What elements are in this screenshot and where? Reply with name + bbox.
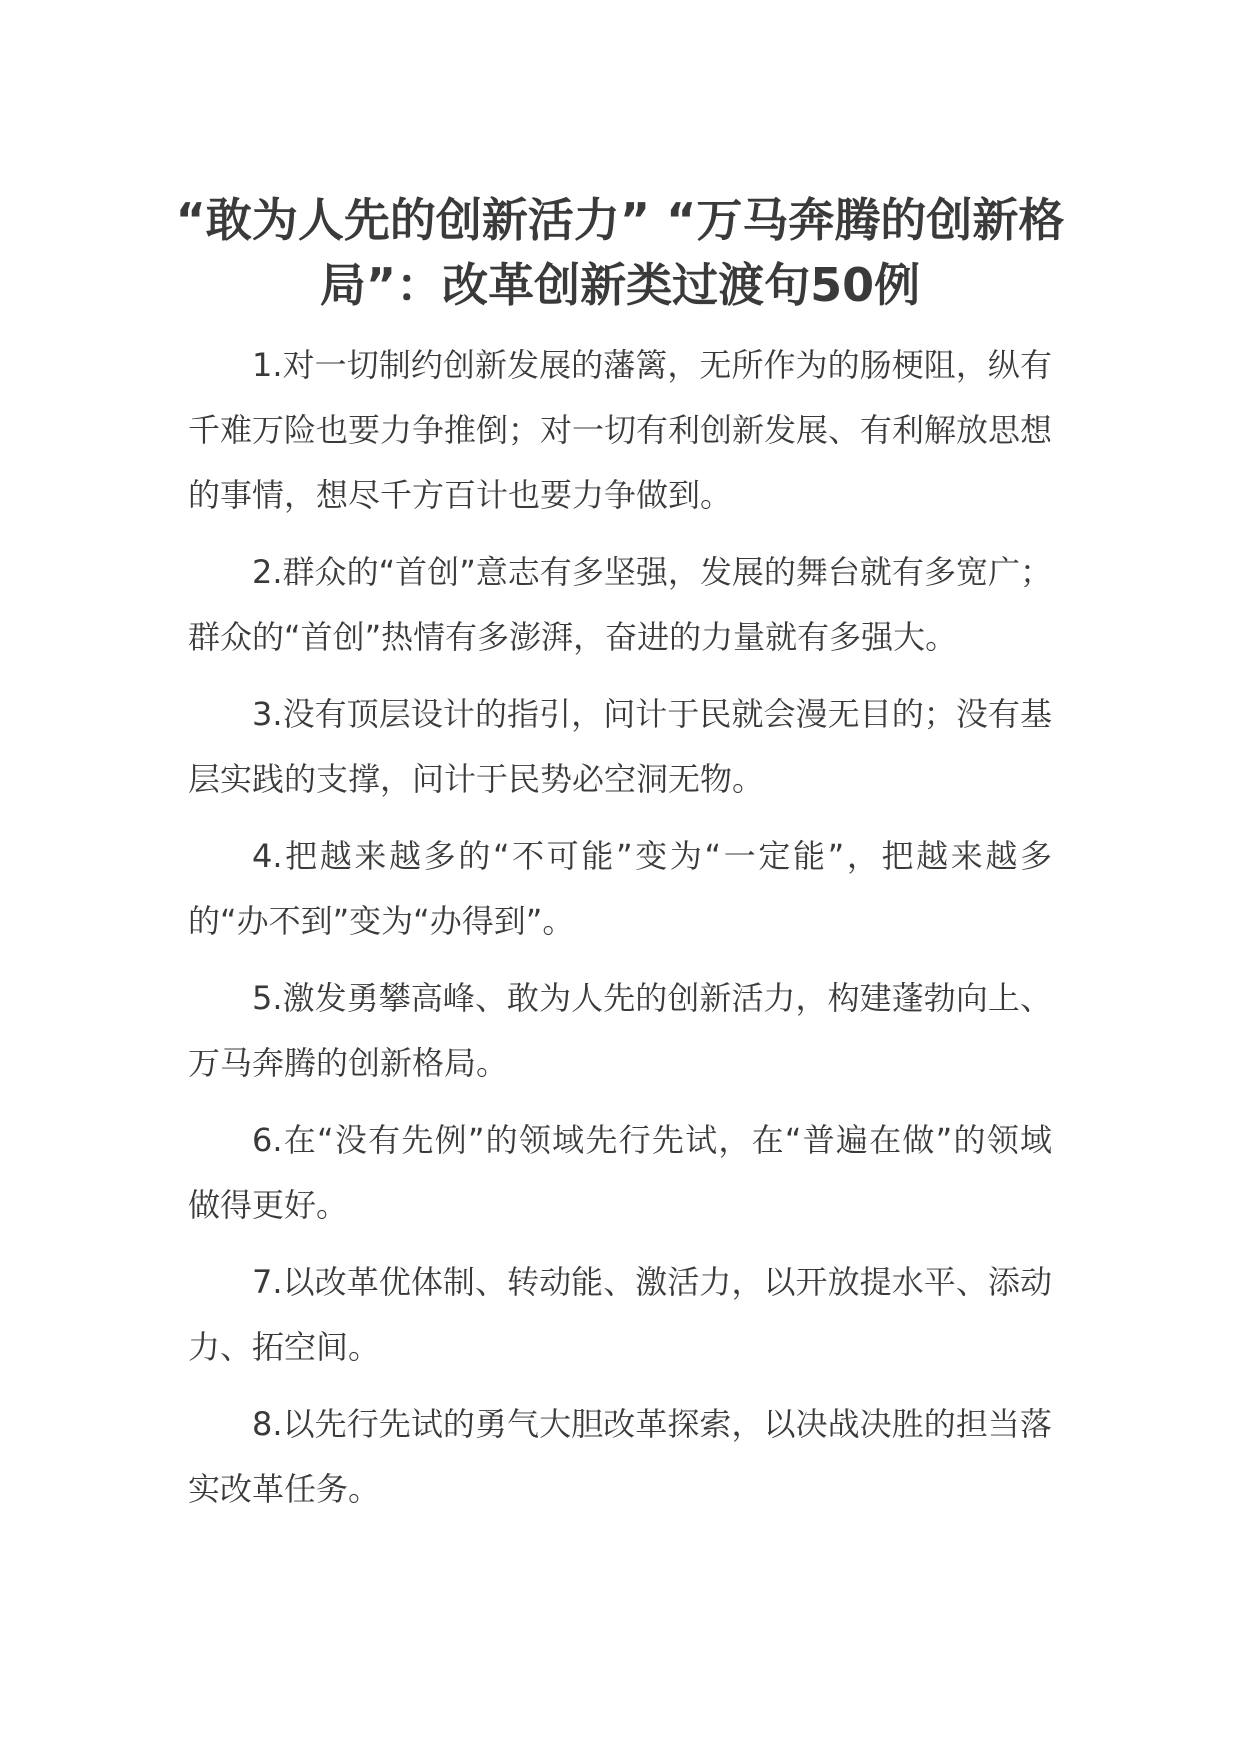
paragraph-7: 7.以改革优体制、转动能、激活力，以开放提水平、添动力、拓空间。: [188, 1263, 1052, 1366]
document-body: [188, 333, 1052, 1534]
paragraph-1: 1.对一切制约创新发展的藩篱，无所作为的肠梗阻，纵有千难万险也要力争推倒；对一切有利创新发展、有利解放思想的事情，想尽千方百计也要力争做到。: [188, 346, 1053, 514]
paragraph-8: 8.以先行先试的勇气大胆改革探索，以决战决胜的担当落实改革任务。: [188, 1405, 1052, 1508]
paragraph-3: 3.没有顶层设计的指引，问计于民就会漫无目的；没有基层实践的支撑，问计于民势必空洞无物。: [188, 695, 1052, 798]
paragraph-2: 2.群众的“首创”意志有多坚强，发展的舞台就有多宽广；群众的“首创”热情有多澎湃，奋进的力量就有多强大。: [188, 553, 1052, 656]
paragraph-5: 5.激发勇攀高峰、敢为人先的创新活力，构建蓬勃向上、万马奔腾的创新格局。: [188, 979, 1052, 1082]
paragraph-6: 6.在“没有先例”的领域先行先试，在“普遍在做”的领域做得更好。: [188, 1121, 1052, 1224]
document-title: “敢为人先的创新活力” “万马奔腾的创新格局”：改革创新类过渡句50例: [175, 193, 1065, 312]
paragraph-4: 4.把越来越多的“不可能”变为“一定能”，把越来越多的“办不到”变为“办得到”。: [188, 837, 1052, 940]
